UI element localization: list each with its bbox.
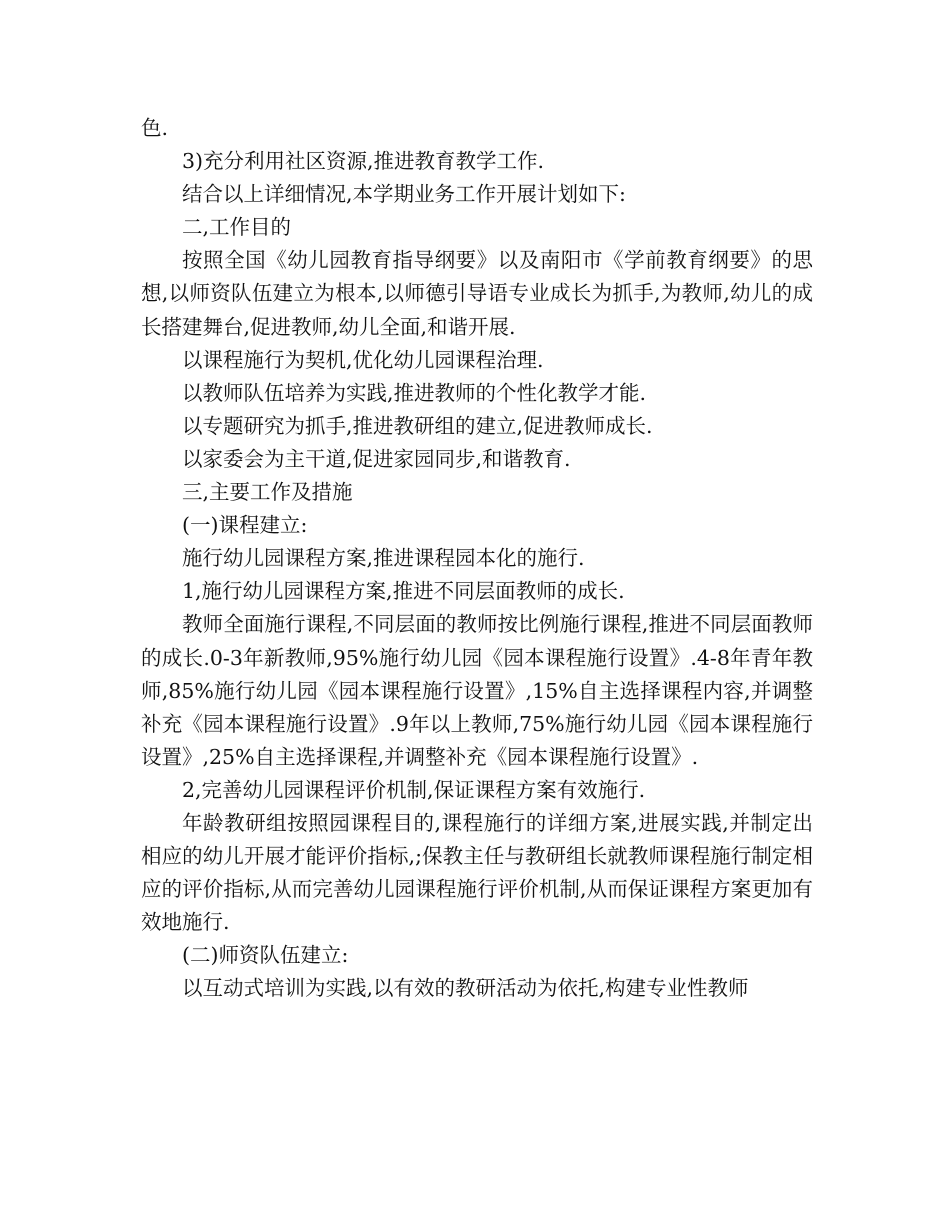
document-page: [141, 112, 813, 1006]
section-heading: 三,主要工作及措施: [182, 480, 353, 505]
subsection-heading: (二)师资队伍建立:: [182, 943, 349, 968]
paragraph: 教师全面施行课程,不同层面的教师按比例施行课程,推进不同层面教师的成长.0-3年新教师,95%施行幼儿园《园本课程施行设置》.4-8年青年教师,85%施行幼儿园《园本课程施行设置》,15%自主选择课程内容,并调整补充《园本课程施行设置》.9年以上教师,75%施行幼儿园《园本课程施行设置》,25%自主选择课程,并调整补充《园本课程施行设置》.: [141, 612, 813, 769]
paragraph: 以专题研究为抓手,推进教研组的建立,促进教师成长.: [182, 413, 653, 438]
paragraph: 结合以上详细情况,本学期业务工作开展计划如下:: [182, 182, 626, 207]
paragraph: 色.: [141, 116, 169, 140]
paragraph: 施行幼儿园课程方案,推进课程园本化的施行.: [182, 546, 585, 571]
paragraph: 以家委会为主干道,促进家园同步,和谐教育.: [182, 446, 571, 471]
paragraph: 以课程施行为契机,优化幼儿园课程治理.: [182, 347, 544, 372]
section-heading: 二,工作目的: [182, 215, 292, 240]
paragraph: 以互动式培训为实践,以有效的教研活动为依托,构建专业性教师: [182, 976, 749, 1001]
paragraph: 以教师队伍培养为实践,推进教师的个性化教学才能.: [182, 380, 647, 405]
paragraph: 2,完善幼儿园课程评价机制,保证课程方案有效施行.: [182, 777, 646, 802]
paragraph: 年龄教研组按照园课程目的,课程施行的详细方案,进展实践,并制定出相应的幼儿开展才能评价指标,;保教主任与教研组长就教师课程施行制定相应的评价指标,从而完善幼儿园课程施行评价机制,从而保证课程方案更加有效地施行.: [141, 810, 813, 935]
subsection-heading: (一)课程建立:: [182, 513, 308, 538]
paragraph: 1,施行幼儿园课程方案,推进不同层面教师的成长.: [182, 579, 625, 604]
paragraph: 按照全国《幼儿园教育指导纲要》以及南阳市《学前教育纲要》的思想,以师资队伍建立为根本,以师德引导语专业成长为抓手,为教师,幼儿的成长搭建舞台,促进教师,幼儿全面,和谐开展.: [141, 248, 813, 339]
paragraph: 3)充分利用社区资源,推进教育教学工作.: [182, 149, 545, 174]
